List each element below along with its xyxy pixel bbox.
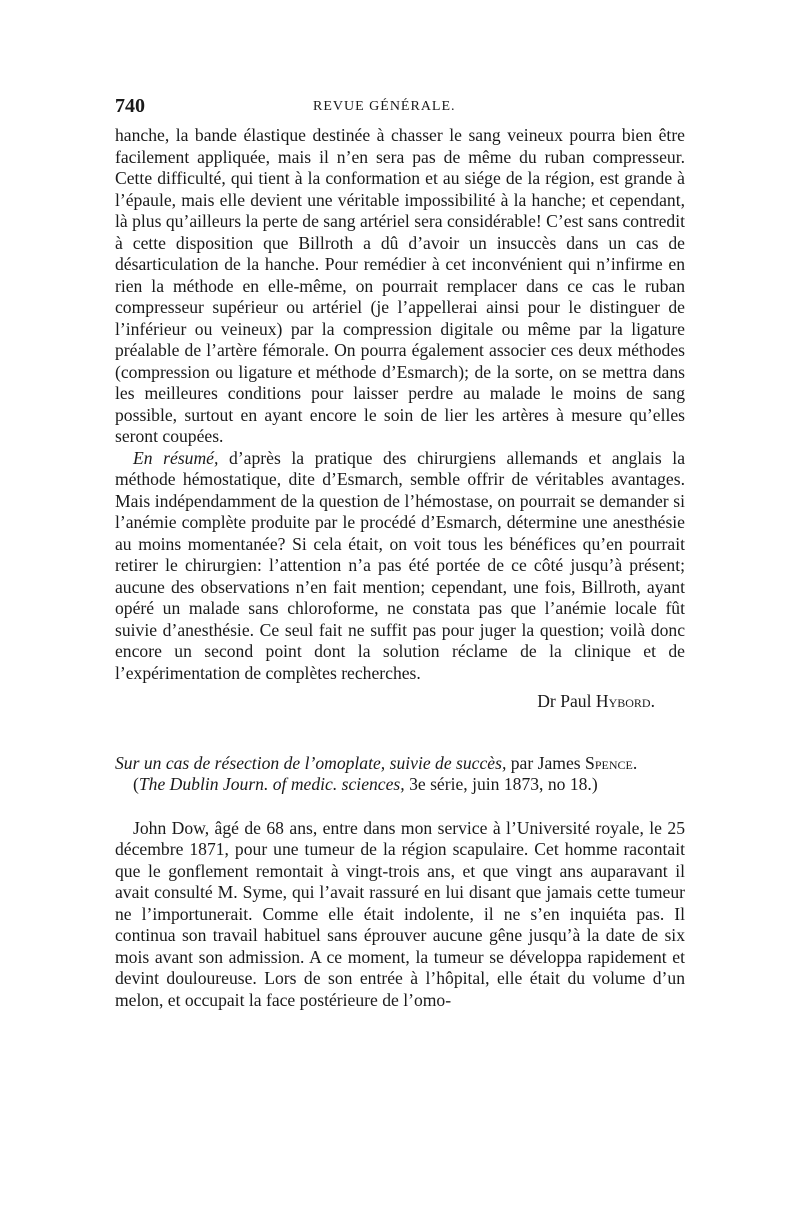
article-title: Sur un cas de résection de l’omoplate, suivie de succès, <box>115 752 507 773</box>
running-title: REVUE GÉNÉRALE. <box>313 99 456 114</box>
summary-body: d’après la pratique des chirurgiens allemands et anglais la méthode hémostatique, dite d’Esmarch, semble offrir de véritables avantages. Mais indépendamment de la question de l’hémostase, on pourrait se demander si l’anémie complète produite par le procédé d’Esmarch, détermine une anesthésie au moins momentanée? Si cela était, on voit tous les bénéfices qu’en pourrait retirer le chirurgien: l’attention n’a pas été portée de ce côté jusqu’à présent; aucune des observations n’en fait mention; cependant, une fois, Billroth, ayant opéré un malade sans chloroforme, ne constata pas que l’anémie locale fût suivie d’anesthésie. Ce seul fait ne suffit pas pour juger la question; voilà donc encore un second point dont la solution réclame de la clinique et de l’expérimentation de complètes recherches. <box>115 447 685 683</box>
signature-name: Paul <box>560 691 592 711</box>
citation-details: 3e série, juin 1873, no 18.) <box>404 774 598 794</box>
author-signature <box>115 691 685 713</box>
running-head <box>115 95 685 125</box>
book-page <box>115 95 685 1011</box>
article-author: Spence. <box>585 752 638 773</box>
article-body <box>115 818 685 1012</box>
article-citation <box>115 774 685 796</box>
case-report-paragraph: John Dow, âgé de 68 ans, entre dans mon service à l’Université royale, le 25 décembre 1871, pour une tumeur de la région scapulaire. Cet homme racontait que le gonflement remontait à vingt-trois ans, et que vingt ans auparavant il avait consulté M. Syme, qui l’avait rassuré en lui disant que jamais cette tumeur ne l’importunerait. Comme elle était indolente, il ne s’en inquiéta pas. Il continua son travail habituel sans éprouver aucune gêne jusqu’à la date de six mois avant son admission. A ce moment, la tumeur se développa rapidement et devint douloureuse. Lors de son entrée à l’hôpital, elle était du volume d’un melon, et occupait la face postérieure de l’omo- <box>115 817 685 1010</box>
summary-lead: En résumé, <box>133 447 219 468</box>
signature-surname: Hybord. <box>595 691 655 711</box>
page-number: 740 <box>115 95 145 117</box>
citation-open: ( <box>133 774 139 794</box>
paragraph-summary <box>115 448 685 685</box>
article-heading <box>115 753 685 796</box>
paragraph-continued: hanche, la bande élastique destinée à chasser le sang veineux pourra bien être facilement appliquée, mais il n’en sera pas de même du ruban compresseur. Cette difficulté, qui tient à la conformation et au siége de la région, est grande à l’épaule, mais elle devient une véritable impossibilité à la hanche; et cependant, là plus qu’ailleurs la perte de sang artériel sera considérable! C’est sans contredit à cette disposition que Billroth a dû d’avoir un insuccès dans un cas de désarticulation de la hanche. Pour remédier à cet inconvénient qui n’infirme en rien la méthode en elle-même, on pourrait remplacer dans ce cas le ruban compresseur supérieur ou artériel (je l’appellerai ainsi pour le distinguer de l’inférieur ou veineux) par la compression digitale ou même par la ligature préalable de l’artère fémorale. On pourra également associer ces deux méthodes (compression ou ligature et méthode d’Esmarch); de la sorte, on se mettra dans les meilleures conditions pour laisser perdre au malade le moins de sang possible, surtout en ayant encore le soin de lier les artères à mesure qu’elles seront coupées. <box>115 125 685 446</box>
signature-title: Dr <box>537 691 556 711</box>
citation-journal: The Dublin Journ. of medic. sciences, <box>138 774 405 794</box>
article-title-line <box>115 753 685 775</box>
article-by: par James <box>506 752 586 773</box>
section-1-text <box>115 125 685 684</box>
